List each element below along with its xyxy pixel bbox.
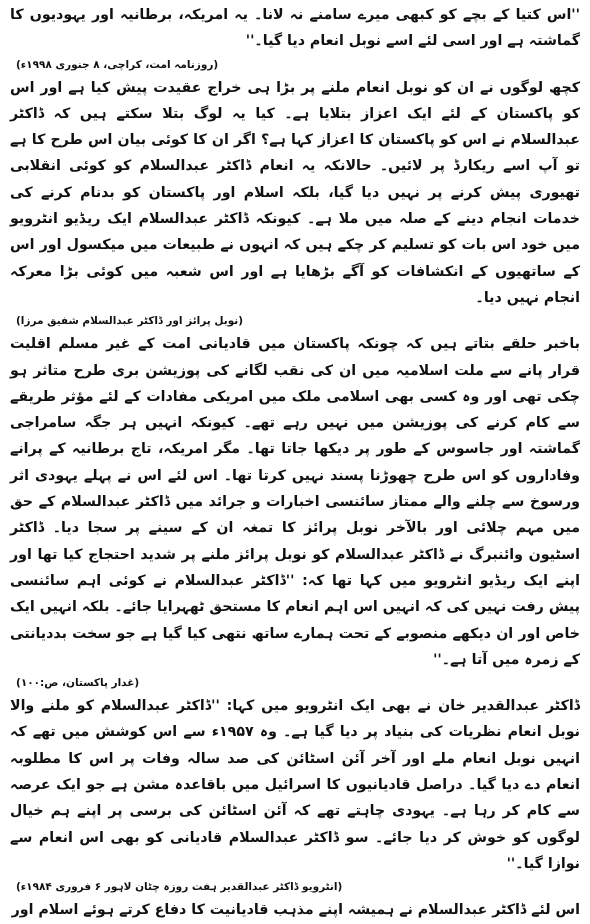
paragraph-text: ''اس کتیا کے بچے کو کبھی میرے سامنے نہ لانا۔ یہ امریکہ، برطانیہ اور یہودیوں کا گماشتہ ہے اور اسی لئے اسے نوبل انعام دیا گیا۔'': [10, 7, 580, 50]
reference-citation: (نوبل پرائز اور ڈاکٹر عبدالسلام شفیق مرزا): [16, 315, 244, 328]
paragraph-3: [10, 331, 580, 673]
paragraph-quote-1: [10, 2, 580, 55]
reference-citation: (غدار پاکستان، ص:۱۰۰): [16, 677, 140, 690]
paragraph-text: باخبر حلقے بتاتے ہیں کہ چونکہ پاکستان میں قادیانی امت کے غیر مسلم اقلیت قرار پانے سے ملت اسلامیہ میں ان کی نقب لگانے کی پوزیشن بری طرح متاثر ہو چکی تھی اور وہ کسی بھی اسلامی ملک میں امریکی مفادات کے لئے مؤثر طریقے سے کام کرنے کی پوزیشن میں نہیں رہے تھے۔ کیونکہ انہیں ہر جگہ سامراجی گماشتہ اور جاسوس کے طور پر دیکھا جاتا تھا۔ مگر امریکہ، تاج برطانیہ کے پرانے وفاداروں کو اس طرح چھوڑنا پسند نہیں کرتا تھا۔ اس لئے اس نے پہلے یہودی اثر ورسوخ سے چلنے والے ممتاز سائنسی اخبارات و جرائد میں ڈاکٹر عبدالسلام کے حق میں مہم چلائی اور بالآخر نوبل پرائز کا تمغہ ان کے سینے پر سجا دیا۔ ڈاکٹر اسٹیون وائنبرگ نے ڈاکٹر عبدالسلام کو نوبل پرائز ملنے پر شدید احتجاج کیا تھا اور اپنے ایک ریڈیو انٹرویو میں کہا تھا کہ: ''ڈاکٹر عبدالسلام نے کوئی اہم سائنسی پیش رفت نہیں کی کہ انہیں اس اہم انعام کا مستحق ٹھہرایا جائے۔ بلکہ انہیں ایک خاص اور ان دیکھے منصوبے کے تحت ہمارے ساتھ نتھی کیا گیا ہے جو سخت بددیانتی کے زمرہ میں آتا ہے۔'': [10, 336, 580, 668]
paragraph-text: اس لئے ڈاکٹر عبدالسلام نے ہمیشہ اپنے مذہب قادیانیت کا دفاع کرتے ہوئے اسلام اور: [11, 902, 580, 919]
paragraph-text: کچھ لوگوں نے ان کو نوبل انعام ملنے پر بڑا ہی خراج عقیدت پیش کیا ہے اور اس کو پاکستان کے لئے ایک اعزاز بتلایا ہے۔ کیا یہ لوگ بتلا سکتے ہیں کہ ڈاکٹر عبدالسلام نے اس کو پاکستان کا اعزاز کہا ہے؟ اگر ان کا کوئی بیان اس طرح کا ہے تو آپ اسے ریکارڈ پر لائیں۔ حالانکہ یہ انعام ڈاکٹر عبدالسلام کو کوئی انقلابی تھیوری پیش کرنے پر نہیں دیا گیا، بلکہ اسلام اور پاکستان کو بدنام کرنے کی خدمات انجام دینے کے صلہ میں ملا ہے۔ کیونکہ ڈاکٹر عبدالسلام ایک ریڈیو انٹرویو میں خود اس بات کو تسلیم کر چکے ہیں کہ انہوں نے طبیعات میں میکسول اور اس کے ساتھیوں کے انکشافات کو آگے بڑھایا ہے اور اس شعبہ میں کوئی بڑا معرکہ انجام نہیں دیا۔: [10, 79, 580, 306]
paragraph-4: [10, 693, 580, 877]
reference-citation: (روزنامہ امت، کراچی، ۸ جنوری ۱۹۹۸ء): [16, 58, 219, 71]
reference-citation: (انٹرویو ڈاکٹر عبدالقدیر ہفت روزہ چٹان لاہور ۶ فروری ۱۹۸۴ء): [16, 881, 343, 894]
document-page: [10, 2, 580, 919]
paragraph-text: ڈاکٹر عبدالقدیر خان نے بھی ایک انٹرویو میں کہا: ''ڈاکٹر عبدالسلام کو ملنے والا نوبل انعام نظریات کی بنیاد پر دیا گیا ہے۔ وہ ۱۹۵۷ء سے اس کوشش میں تھے کہ انہیں نوبل انعام ملے اور آخر آئن اسٹائن کی صد سالہ وفات پر اس کا مطلوبہ انعام دے دیا گیا۔ دراصل قادیانیوں کا اسرائیل میں باقاعدہ مشن ہے جو ایک عرصہ سے کام کر رہا ہے۔ یہودی چاہتے تھے کہ آئن اسٹائن کی برسی پر اپنے ہم خیال لوگوں کو خوش کر دیا جائے۔ سو ڈاکٹر عبدالسلام قادیانی کو بھی اس انعام سے نوازا گیا۔'': [10, 698, 580, 872]
paragraph-5: [10, 897, 580, 923]
paragraph-2: [10, 75, 580, 312]
